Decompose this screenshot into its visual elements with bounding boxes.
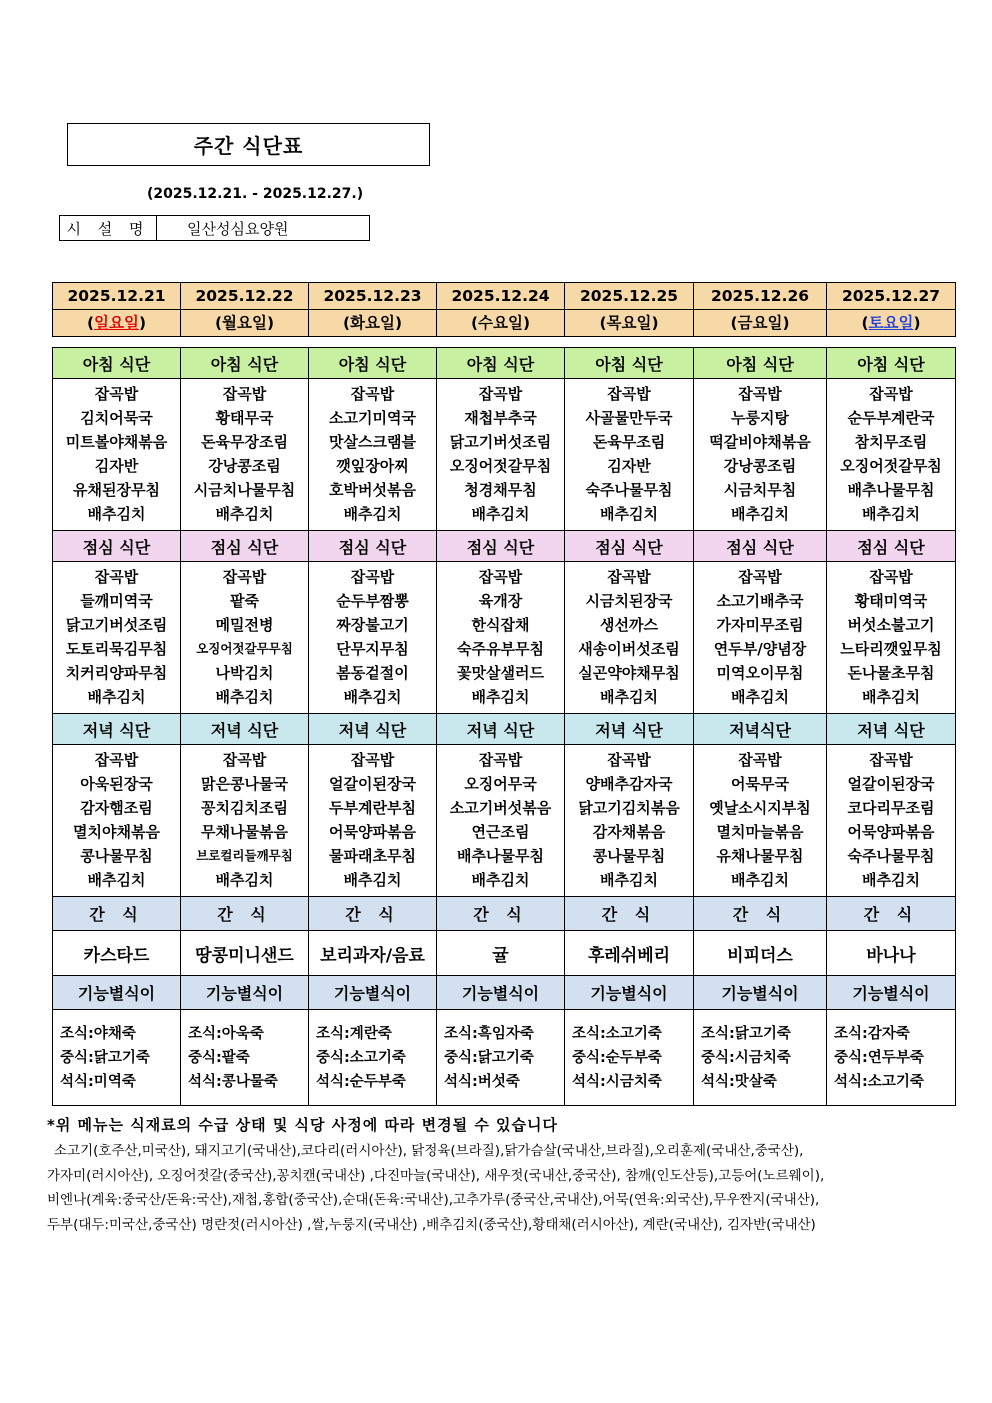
lunch-menu-cell <box>437 562 565 714</box>
weekday-row <box>53 310 956 337</box>
snack-row <box>53 931 956 976</box>
special-cell <box>309 1010 437 1106</box>
menu-item: 잡곡밥 <box>222 751 267 769</box>
menu-item: 버섯소불고기 <box>847 616 935 634</box>
date-cell: 2025.12.25 <box>565 283 694 310</box>
menu-item: 단무지무침 <box>336 640 409 658</box>
breakfast-label: 아침 식단 <box>694 348 827 379</box>
weekday-cell: (월요일) <box>181 310 309 337</box>
menu-item: 배추김치 <box>600 505 658 523</box>
special-item: 중식:시금치죽 <box>701 1050 791 1066</box>
menu-item: 배추김치 <box>471 505 530 523</box>
menu-item: 육개장 <box>478 592 523 610</box>
menu-item: 배추김치 <box>215 871 274 889</box>
menu-item: 맛살스크램블 <box>329 433 416 451</box>
menu-item: 봄동겉절이 <box>336 664 409 682</box>
snack-label: 간 식 <box>827 897 956 931</box>
menu-item: 배추김치 <box>600 871 658 889</box>
special-item: 석식:미역죽 <box>60 1074 136 1090</box>
menu-item: 잡곡밥 <box>738 751 782 769</box>
menu-item: 나박김치 <box>215 664 274 682</box>
lunch-label: 점심 식단 <box>309 531 437 562</box>
weekday-cell: (토요일) <box>827 310 956 337</box>
menu-item: 배추김치 <box>731 688 789 706</box>
weekday-label: 월요일 <box>222 314 267 332</box>
menu-item: 배추김치 <box>471 688 530 706</box>
menu-item: 배추김치 <box>215 505 274 523</box>
lunch-menu-row <box>53 562 956 714</box>
menu-item: 연두부/양념장 <box>713 640 807 658</box>
snack-label: 간 식 <box>181 897 309 931</box>
menu-item: 참치무조림 <box>854 433 928 451</box>
menu-item: 소고기미역국 <box>329 409 416 427</box>
menu-item: 배추나물무침 <box>847 481 935 499</box>
menu-item: 유채나물무침 <box>716 847 804 865</box>
menu-item: 배추나물무침 <box>457 847 544 865</box>
special-item: 조식:야채죽 <box>60 1026 136 1042</box>
special-item: 석식:콩나물죽 <box>188 1074 278 1090</box>
facility-name: 일산성심요양원 <box>187 219 289 238</box>
snack-item: 후레쉬베리 <box>565 931 694 976</box>
menu-item: 호박버섯볶음 <box>329 481 416 499</box>
menu-item: 콩나물무침 <box>80 847 153 865</box>
menu-item: 옛날소시지부침 <box>709 799 811 817</box>
weekday-cell: (금요일) <box>694 310 827 337</box>
special-cell <box>437 1010 565 1106</box>
lunch-label: 점심 식단 <box>565 531 694 562</box>
menu-item: 멸치마늘볶음 <box>716 823 804 841</box>
weekday-cell: (일요일) <box>53 310 181 337</box>
special-label: 기능별식이 <box>181 976 309 1010</box>
snack-label: 간 식 <box>437 897 565 931</box>
snack-item: 바나나 <box>827 931 956 976</box>
snack-label: 간 식 <box>565 897 694 931</box>
menu-item: 배추김치 <box>215 688 274 706</box>
lunch-label: 점심 식단 <box>694 531 827 562</box>
menu-item: 잡곡밥 <box>869 385 913 403</box>
menu-item: 미역오이무침 <box>716 664 804 682</box>
menu-item: 소고기버섯볶음 <box>449 799 552 817</box>
special-item: 조식:흑임자죽 <box>444 1026 534 1042</box>
special-label: 기능별식이 <box>309 976 437 1010</box>
menu-item: 치커리양파무침 <box>65 664 168 682</box>
menu-item: 강낭콩조림 <box>208 457 281 475</box>
lunch-menu-cell <box>181 562 309 714</box>
dinner-label: 저녁식단 <box>694 714 827 745</box>
special-item: 석식:시금치죽 <box>572 1074 662 1090</box>
period: (2025.12.21. - 2025.12.27.) <box>147 186 364 202</box>
breakfast-label: 아침 식단 <box>53 348 181 379</box>
menu-item: 감자햄조림 <box>80 799 153 817</box>
menu-item: 숙주나물무침 <box>585 481 673 499</box>
special-label: 기능별식이 <box>827 976 956 1010</box>
menu-item: 코다리무조림 <box>847 799 935 817</box>
notes-heading: *위 메뉴는 식재료의 수급 상태 및 식당 사정에 따라 변경될 수 있습니다 <box>47 1116 559 1134</box>
menu-item: 잡곡밥 <box>869 751 913 769</box>
special-cell <box>827 1010 956 1106</box>
snack-label: 간 식 <box>694 897 827 931</box>
menu-item: 배추김치 <box>87 871 146 889</box>
menu-item: 잡곡밥 <box>94 385 139 403</box>
lunch-menu-cell <box>309 562 437 714</box>
special-item: 중식:순두부죽 <box>572 1050 662 1066</box>
special-item: 석식:맛살죽 <box>701 1074 777 1090</box>
menu-item: 김자반 <box>607 457 651 475</box>
menu-item: 어묵양파볶음 <box>847 823 935 841</box>
menu-item: 누룽지탕 <box>731 409 789 427</box>
menu-item: 강낭콩조림 <box>723 457 797 475</box>
menu-item: 잡곡밥 <box>869 568 913 586</box>
dinner-menu-cell <box>694 745 827 897</box>
menu-item: 미트볼야채볶음 <box>65 433 168 451</box>
weekday-label: 토요일 <box>868 314 914 332</box>
date-header-table <box>52 282 956 337</box>
special-item: 조식:감자죽 <box>834 1026 910 1042</box>
menu-item: 콩나물무침 <box>592 847 666 865</box>
snack-item: 땅콩미니샌드 <box>181 931 309 976</box>
menu-item: 돈육무조림 <box>592 433 666 451</box>
menu-item: 얼갈이된장국 <box>847 775 935 793</box>
dinner-menu-cell <box>565 745 694 897</box>
menu-item: 황태무국 <box>215 409 274 427</box>
breakfast-label: 아침 식단 <box>565 348 694 379</box>
date-row <box>53 283 956 310</box>
special-cell <box>694 1010 827 1106</box>
dinner-menu-row <box>53 745 956 897</box>
menu-item: 시금치무침 <box>723 481 797 499</box>
facility-label: 시 설 명 <box>60 216 157 240</box>
menu-item: 잡곡밥 <box>478 751 523 769</box>
menu-item: 브로컬리들깨무침 <box>196 848 293 863</box>
menu-item: 무채나물볶음 <box>201 823 288 841</box>
snack-item: 비피더스 <box>694 931 827 976</box>
date-cell: 2025.12.27 <box>827 283 956 310</box>
menu-item: 잡곡밥 <box>94 751 139 769</box>
dinner-label: 저녁 식단 <box>437 714 565 745</box>
weekday-cell: (화요일) <box>309 310 437 337</box>
lunch-menu-cell <box>565 562 694 714</box>
menu-item: 양배추감자국 <box>585 775 673 793</box>
weekday-label: 금요일 <box>737 314 783 332</box>
menu-item: 배추김치 <box>862 871 920 889</box>
special-item: 중식:팥죽 <box>188 1050 250 1066</box>
menu-item: 어묵무국 <box>731 775 789 793</box>
weekday-label: 화요일 <box>350 314 395 332</box>
lunch-label: 점심 식단 <box>827 531 956 562</box>
dinner-label: 저녁 식단 <box>181 714 309 745</box>
menu-item: 닭고기버섯조림 <box>65 616 168 634</box>
menu-item: 배추김치 <box>343 688 402 706</box>
lunch-menu-cell <box>827 562 956 714</box>
menu-item: 배추김치 <box>862 505 920 523</box>
weekday-cell: (목요일) <box>565 310 694 337</box>
menu-item: 배추김치 <box>87 505 146 523</box>
menu-item: 숙주나물무침 <box>847 847 935 865</box>
menu-item: 잡곡밥 <box>607 385 651 403</box>
menu-item: 배추김치 <box>471 871 530 889</box>
dinner-menu-cell <box>827 745 956 897</box>
menu-item: 잡곡밥 <box>350 751 395 769</box>
menu-item: 사골물만두국 <box>585 409 673 427</box>
menu-item: 소고기배추국 <box>716 592 804 610</box>
special-item: 조식:닭고기죽 <box>701 1026 791 1042</box>
menu-item: 순두부짬뽕 <box>336 592 409 610</box>
breakfast-label: 아침 식단 <box>181 348 309 379</box>
menu-item: 가자미무조림 <box>716 616 804 634</box>
menu-item: 오징어젓갈무무침 <box>196 641 293 656</box>
menu-item: 오징어무국 <box>464 775 537 793</box>
special-item: 석식:소고기죽 <box>834 1074 924 1090</box>
menu-item: 깻잎장아찌 <box>336 457 409 475</box>
menu-item: 연근조림 <box>471 823 530 841</box>
breakfast-label: 아침 식단 <box>437 348 565 379</box>
menu-item: 잡곡밥 <box>350 385 395 403</box>
lunch-label-row <box>53 531 956 562</box>
breakfast-menu-cell <box>53 379 181 531</box>
menu-item: 잡곡밥 <box>94 568 139 586</box>
snack-label: 간 식 <box>309 897 437 931</box>
snack-item: 귤 <box>437 931 565 976</box>
breakfast-label: 아침 식단 <box>309 348 437 379</box>
weekday-label: 수요일 <box>478 314 523 332</box>
special-item: 석식:버섯죽 <box>444 1074 520 1090</box>
special-item: 조식:계란죽 <box>316 1026 392 1042</box>
menu-item: 잡곡밥 <box>478 385 523 403</box>
menu-item: 김치어묵국 <box>80 409 153 427</box>
menu-item: 유채된장무침 <box>73 481 160 499</box>
snack-label-row <box>53 897 956 931</box>
weekday-cell: (수요일) <box>437 310 565 337</box>
breakfast-menu-cell <box>309 379 437 531</box>
menu-item: 도토리묵김무침 <box>65 640 168 658</box>
menu-item: 배추김치 <box>731 871 789 889</box>
special-cell <box>181 1010 309 1106</box>
menu-item: 닭고기버섯조림 <box>449 433 552 451</box>
date-cell: 2025.12.26 <box>694 283 827 310</box>
menu-item: 재첩부추국 <box>464 409 537 427</box>
menu-item: 짜장불고기 <box>336 616 409 634</box>
menu-item: 배추김치 <box>731 505 789 523</box>
menu-item: 얼갈이된장국 <box>329 775 416 793</box>
menu-item: 잡곡밥 <box>222 568 267 586</box>
weekday-label: 일요일 <box>94 314 139 332</box>
date-cell: 2025.12.22 <box>181 283 309 310</box>
special-item: 석식:순두부죽 <box>316 1074 406 1090</box>
special-item: 조식:아욱죽 <box>188 1026 264 1042</box>
menu-item: 꽁치김치조림 <box>201 799 288 817</box>
dinner-label: 저녁 식단 <box>53 714 181 745</box>
menu-item: 두부계란부침 <box>329 799 416 817</box>
special-item: 조식:소고기죽 <box>572 1026 662 1042</box>
breakfast-menu-cell <box>181 379 309 531</box>
menu-item: 잡곡밥 <box>478 568 523 586</box>
lunch-menu-cell <box>694 562 827 714</box>
menu-item: 꽃맛살샐러드 <box>457 664 544 682</box>
page-title <box>67 123 430 166</box>
origin-line: 비엔나(계육:중국산/돈육:국산),재첩,홍합(중국산),순대(돈육:국내산),고추가루(중국산,국내산),어묵(연육:외국산),무우짠지(국내산), <box>47 1192 820 1209</box>
menu-item: 배추김치 <box>600 688 658 706</box>
breakfast-label-row <box>53 348 956 379</box>
breakfast-label: 아침 식단 <box>827 348 956 379</box>
menu-item: 잡곡밥 <box>738 568 782 586</box>
menu-item: 메밀전병 <box>215 616 274 634</box>
special-cell <box>53 1010 181 1106</box>
special-label: 기능별식이 <box>694 976 827 1010</box>
special-item: 중식:닭고기죽 <box>60 1050 150 1066</box>
menu-item: 아욱된장국 <box>80 775 153 793</box>
facility-box <box>59 215 370 241</box>
special-label: 기능별식이 <box>565 976 694 1010</box>
special-row <box>53 1010 956 1106</box>
dinner-menu-cell <box>437 745 565 897</box>
menu-item: 잡곡밥 <box>607 751 651 769</box>
meal-table <box>52 347 956 1106</box>
menu-item: 감자채볶음 <box>592 823 666 841</box>
special-item: 중식:닭고기죽 <box>444 1050 534 1066</box>
menu-item: 잡곡밥 <box>738 385 782 403</box>
special-label-row <box>53 976 956 1010</box>
menu-item: 새송이버섯조림 <box>578 640 680 658</box>
special-item: 중식:소고기죽 <box>316 1050 406 1066</box>
lunch-label: 점심 식단 <box>53 531 181 562</box>
menu-item: 시금치나물무침 <box>193 481 296 499</box>
menu-item: 한식잡채 <box>471 616 530 634</box>
menu-item: 돈나물초무침 <box>847 664 935 682</box>
menu-item: 물파래초무침 <box>329 847 416 865</box>
dinner-label: 저녁 식단 <box>309 714 437 745</box>
breakfast-menu-cell <box>437 379 565 531</box>
date-cell: 2025.12.24 <box>437 283 565 310</box>
menu-item: 떡갈비야채볶음 <box>709 433 811 451</box>
special-label: 기능별식이 <box>53 976 181 1010</box>
breakfast-menu-cell <box>565 379 694 531</box>
menu-item: 잡곡밥 <box>350 568 395 586</box>
breakfast-menu-row <box>53 379 956 531</box>
origin-line: 가자미(러시아산), 오징어젓갈(중국산),꽁치캔(국내산) ,다진마늘(국내산), 새우젓(국내산,중국산), 참깨(인도산등),고등어(노르웨이), <box>47 1167 825 1184</box>
weekday-label: 목요일 <box>606 314 652 332</box>
menu-item: 김자반 <box>94 457 139 475</box>
origin-line: 두부(대두:미국산,중국산) 명란젓(러시아산) ,쌀,누룽지(국내산) ,배추김치(중국산),황태채(러시아산), 계란(국내산), 김자반(국내산) <box>47 1216 816 1233</box>
menu-item: 오징어젓갈무침 <box>449 457 552 475</box>
snack-item: 보리과자/음료 <box>309 931 437 976</box>
menu-item: 청경채무침 <box>464 481 537 499</box>
menu-item: 들깨미역국 <box>80 592 153 610</box>
menu-item: 오징어젓갈무침 <box>840 457 942 475</box>
dinner-menu-cell <box>53 745 181 897</box>
menu-item: 느타리깻잎무침 <box>840 640 942 658</box>
date-cell: 2025.12.23 <box>309 283 437 310</box>
menu-item: 멸치야채볶음 <box>73 823 160 841</box>
menu-item: 잡곡밥 <box>222 385 267 403</box>
special-label: 기능별식이 <box>437 976 565 1010</box>
menu-item: 실곤약야채무침 <box>578 664 680 682</box>
snack-item: 카스타드 <box>53 931 181 976</box>
origin-line: 소고기(호주산,미국산), 돼지고기(국내산),코다리(러시아산), 닭정육(브라질),닭가슴살(국내산,브라질),오리훈제(국내산,중국산), <box>54 1143 804 1159</box>
menu-item: 맑은콩나물국 <box>201 775 288 793</box>
menu-item: 닭고기김치볶음 <box>578 799 680 817</box>
dinner-menu-cell <box>181 745 309 897</box>
menu-item: 숙주유부무침 <box>457 640 544 658</box>
menu-item: 생선까스 <box>600 616 658 634</box>
menu-item: 배추김치 <box>343 871 402 889</box>
menu-item: 황태미역국 <box>854 592 928 610</box>
menu-item: 배추김치 <box>862 688 920 706</box>
menu-item: 시금치된장국 <box>585 592 673 610</box>
dinner-label: 저녁 식단 <box>827 714 956 745</box>
date-cell: 2025.12.21 <box>53 283 181 310</box>
menu-item: 잡곡밥 <box>607 568 651 586</box>
title-text: 주간 식단표 <box>193 134 304 158</box>
breakfast-menu-cell <box>694 379 827 531</box>
lunch-label: 점심 식단 <box>437 531 565 562</box>
snack-label: 간 식 <box>53 897 181 931</box>
menu-item: 팥죽 <box>230 592 259 610</box>
menu-item: 순두부계란국 <box>847 409 935 427</box>
menu-item: 돈육무장조림 <box>201 433 288 451</box>
special-cell <box>565 1010 694 1106</box>
menu-item: 배추김치 <box>87 688 146 706</box>
menu-item: 어묵양파볶음 <box>329 823 416 841</box>
dinner-label-row <box>53 714 956 745</box>
dinner-label: 저녁 식단 <box>565 714 694 745</box>
notes <box>47 1114 947 1237</box>
breakfast-menu-cell <box>827 379 956 531</box>
menu-item: 배추김치 <box>343 505 402 523</box>
lunch-menu-cell <box>53 562 181 714</box>
dinner-menu-cell <box>309 745 437 897</box>
special-item: 중식:연두부죽 <box>834 1050 924 1066</box>
lunch-label: 점심 식단 <box>181 531 309 562</box>
